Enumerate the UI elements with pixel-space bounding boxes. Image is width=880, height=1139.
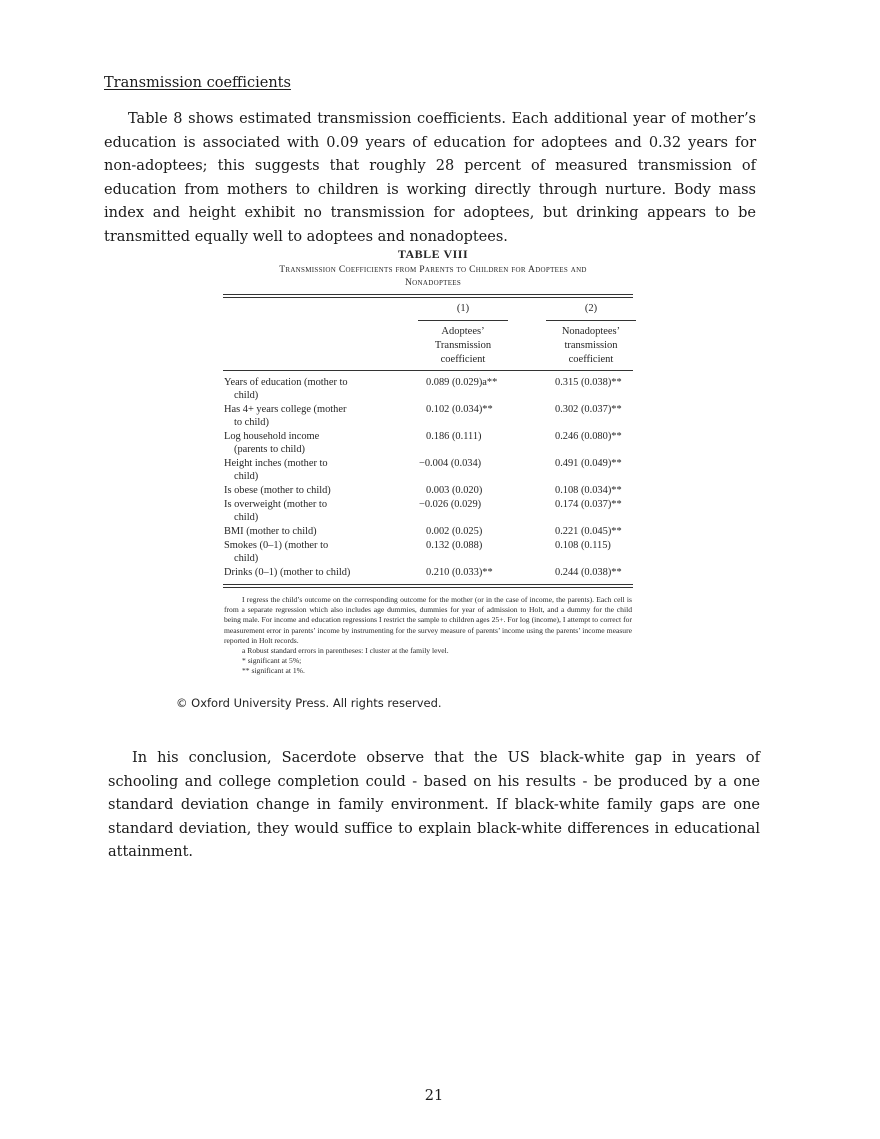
table-note-main: I regress the child’s outcome on the corresponding outcome for the mother (or in the case of income, the parents). Each cell is from a separate regression which also includes age dummies, dummies for year of admission to Holt, and a dummy for the child being male. For income and education regressions I restrict the sample to children ages 25+. For log (income), I attempt to correct for measurement error in parents’ income by instrumenting for the survey measure of parents’ income using the parents’ income measure reported in Holt records.: [224, 595, 632, 645]
header-bottom-rule: [223, 370, 633, 371]
row-label-drinks: Drinks (0–1) (mother to child): [224, 567, 351, 578]
row-label-smokes: Smokes (0–1) (mother to child): [224, 540, 329, 565]
cell-nonadoptees: 0.491 (0.049)**: [555, 458, 622, 469]
body-paragraph-1: Table 8 shows estimated transmission coefficients. Each additional year of mother’s education is associated with 0.09 years of education for adoptees and 0.32 years for non-adoptees; this suggests that roughly 28 percent of measured transmission of education from mothers to children is working directly through nurture. Body mass index and height exhibit no transmission for adoptees, but drinking appears to be transmitted equally well to adoptees and nonadoptees.: [104, 111, 756, 245]
cell-nonadoptees: 0.244 (0.038)**: [555, 567, 622, 578]
section-heading: Transmission coefficients: [104, 75, 291, 91]
col-header-2-line-2: transmission: [564, 340, 618, 351]
page-number: 21: [424, 1088, 444, 1104]
table-bottom-rule: [223, 584, 633, 585]
table-notes: [224, 595, 632, 677]
col-number-1: (1): [456, 303, 470, 314]
col-2-rule: [546, 320, 636, 321]
col-1-rule: [418, 320, 508, 321]
cell-adoptees: 0.003 (0.020): [426, 485, 483, 496]
row-label-height: Height inches (mother to child): [224, 458, 328, 483]
copyright-notice: © Oxford University Press. All rights reserved.: [176, 696, 442, 710]
table-note-star: * significant at 5%;: [242, 656, 302, 666]
row-label-log-income: Log household income (parents to child): [224, 431, 320, 456]
cell-adoptees: −0.004 (0.034): [419, 458, 482, 469]
cell-adoptees: 0.186 (0.111): [426, 431, 482, 442]
table-note-double-star: ** significant at 1%.: [242, 666, 305, 676]
cell-nonadoptees: 0.302 (0.037)**: [555, 404, 622, 415]
row-label-college: Has 4+ years college (mother to child): [224, 404, 347, 429]
row-label-overweight: Is overweight (mother to child): [224, 499, 328, 524]
cell-nonadoptees: 0.315 (0.038)**: [555, 377, 622, 388]
table-subtitle: Transmission Coefficients from Parents to Children for Adoptees and Nonadoptees: [279, 264, 587, 288]
row-label-years-education: Years of education (mother to child): [224, 377, 348, 402]
col-header-1-line-1: Adoptees’: [441, 326, 485, 337]
table-title: TABLE VIII: [397, 247, 469, 261]
table-top-rule: [223, 294, 633, 295]
row-label-obese: Is obese (mother to child): [224, 485, 331, 496]
col-header-2-line-1: Nonadoptees’: [561, 326, 621, 337]
cell-adoptees: 0.102 (0.034)**: [426, 404, 493, 415]
cell-adoptees: 0.132 (0.088): [426, 540, 483, 551]
table-viii-figure: [218, 247, 648, 687]
cell-nonadoptees: 0.246 (0.080)**: [555, 431, 622, 442]
body-paragraph-2: In his conclusion, Sacerdote observe that the US black-white gap in years of schooling and college completion could - based on his results - be produced by a one standard deviation change in family environment. If black-white family gaps are one standard deviation, they would suffice to explain black-white differences in educational attainment.: [108, 750, 760, 861]
col-header-2-line-3: coefficient: [568, 354, 614, 365]
row-label-bmi: BMI (mother to child): [224, 526, 317, 537]
col-header-2: [536, 325, 646, 367]
col-header-1-line-3: coefficient: [440, 354, 486, 365]
cell-nonadoptees: 0.108 (0.034)**: [555, 485, 622, 496]
cell-adoptees: 0.089 (0.029)a**: [426, 377, 498, 388]
cell-adoptees: 0.002 (0.025): [426, 526, 483, 537]
cell-nonadoptees: 0.108 (0.115): [555, 540, 611, 551]
cell-nonadoptees: 0.221 (0.045)**: [555, 526, 622, 537]
col-number-2: (2): [584, 303, 598, 314]
cell-adoptees: −0.026 (0.029): [419, 499, 482, 510]
cell-nonadoptees: 0.174 (0.037)**: [555, 499, 622, 510]
col-header-1-line-2: Transmission: [434, 340, 492, 351]
table-note-a: a Robust standard errors in parentheses: I cluster at the family level.: [242, 646, 449, 656]
table-top-rule-2: [223, 297, 633, 298]
col-header-1: [408, 325, 518, 367]
table-bottom-rule-2: [223, 587, 633, 588]
cell-adoptees: 0.210 (0.033)**: [426, 567, 493, 578]
